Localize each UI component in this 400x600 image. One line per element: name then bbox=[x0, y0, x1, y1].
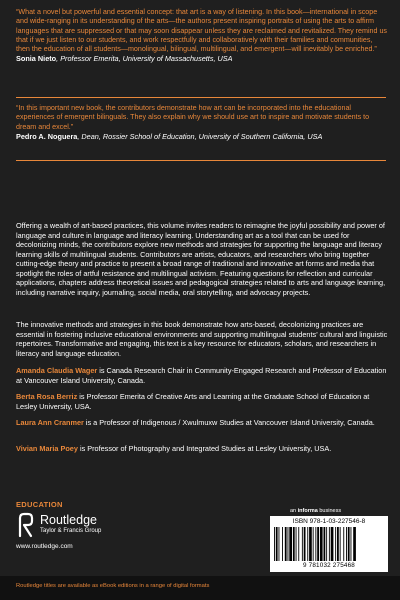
barcode-bars bbox=[274, 527, 384, 561]
editor-bio bbox=[16, 418, 388, 428]
editor-bio-text: is Canada Research Chair in Community-Engaged Research and Professor of Education at Vancouver Island University, Canada. bbox=[16, 366, 387, 385]
quote-text: “What a novel but powerful and essential concept: that art is a way of listening. In this book—international in scope and wide-ranging in its understanding of the arts—the authors present inspiring portraits of using the arts to affirm languages that are suppressed or that may soon disappear unless they are reclaimed and revitalized. They remind us that if we just listen to our students, and work respectfully and collaboratively with their families and communities, then the education of all students—monolingual, bilingual, multilingual, and emergent—will inevitably be enriched.” bbox=[16, 8, 387, 54]
barcode-bar bbox=[324, 527, 326, 561]
subject-category: EDUCATION bbox=[16, 500, 63, 509]
barcode-bar bbox=[340, 527, 341, 561]
barcode-bar bbox=[298, 527, 299, 561]
editor-bio-text: is Professor of Photography and Integrated Studies at Lesley University, USA. bbox=[77, 444, 332, 453]
editor-name: Amanda Claudia Wager bbox=[16, 366, 98, 375]
isbn-label: ISBN 978-1-03-227546-8 bbox=[292, 518, 366, 525]
barcode-bar bbox=[337, 527, 339, 561]
publisher-name: Routledge bbox=[40, 513, 97, 527]
editor-name: Vivian Maria Poey bbox=[16, 444, 78, 453]
barcode-bar bbox=[279, 527, 280, 561]
editor-bio bbox=[16, 392, 388, 411]
endorsement-quote-1 bbox=[16, 8, 388, 65]
barcode-bar bbox=[285, 527, 287, 561]
barcode-number: 9 781032 275468 bbox=[302, 562, 356, 569]
barcode-bar bbox=[351, 527, 352, 561]
barcode-bar bbox=[320, 527, 323, 561]
quote-author: Sonia Nieto bbox=[16, 54, 57, 64]
barcode-bar bbox=[313, 527, 314, 561]
barcode bbox=[270, 516, 388, 572]
footer-note: Routledge titles are available as eBook editions in a range of digital formats bbox=[16, 583, 210, 589]
routledge-logo-icon bbox=[16, 512, 36, 538]
barcode-bar bbox=[329, 527, 330, 561]
description-paragraph-2: The innovative methods and strategies in this book demonstrate how arts-based, decolonizing practices are essential in fostering inclusive educational environments and supporting multilingual students’ cultural and linguistic repertoires. Transformative and engaging, this text is a key resource for educators, scholars, and researchers in literacy and language education. bbox=[16, 320, 388, 358]
barcode-bar bbox=[309, 527, 312, 561]
barcode-bar bbox=[315, 527, 316, 561]
editor-bio bbox=[16, 366, 388, 385]
editor-bio-text: is Professor Emerita of Creative Arts and Learning at the Graduate School of Education at Lesley University, USA. bbox=[16, 392, 370, 411]
barcode-bar bbox=[276, 527, 278, 561]
barcode-bar bbox=[326, 527, 327, 561]
barcode-bar bbox=[331, 527, 334, 561]
editor-name: Berta Rosa Berriz bbox=[16, 392, 78, 401]
endorsement-quote-2 bbox=[16, 104, 388, 142]
publisher-logo bbox=[16, 512, 146, 540]
quote-attribution bbox=[16, 132, 322, 141]
barcode-bar bbox=[307, 527, 308, 561]
barcode-bar bbox=[296, 527, 297, 561]
barcode-bar bbox=[302, 527, 303, 561]
barcode-bar bbox=[317, 527, 319, 561]
divider bbox=[16, 97, 386, 98]
barcode-bar bbox=[348, 527, 350, 561]
barcode-bar bbox=[343, 527, 344, 561]
description-paragraph-1: Offering a wealth of art-based practices, this volume invites readers to reimagine the joyful possibility and power of language and culture in language and literacy learning. Understanding art as a tool that can be used for decolonizing minds, the contributors explore new methods and strategies for supporting the language and literacy learning skills of multilingual students. Contributors are artists, educators, and researchers who bring together cutting-edge theory and practice to present a broad range of traditional and innovative art forms and media that spotlight the roles of artful resistance and multilingual activism. Featuring questions for reflection and curricular applications, chapters address theoretical issues and pedagogical strategies related to arts and language learning, including narrative inquiry, journaling, social media, oral storytelling, and advocacy projects. bbox=[16, 221, 386, 297]
quote-attribution bbox=[16, 54, 233, 63]
barcode-bar bbox=[274, 527, 275, 561]
editor-bio-text: is a Professor of Indigenous / Xwulmuxw Studies at Vancouver Island University, Canada. bbox=[83, 418, 375, 427]
barcode-bar bbox=[293, 527, 295, 561]
divider bbox=[16, 160, 386, 161]
quote-text: “In this important new book, the contributors demonstrate how art can be incorporated into the educational experiences of emergent bilinguals. They also explain why we should use art to inspire and motivate students to dream and excel.” bbox=[16, 104, 370, 131]
barcode-bar bbox=[288, 527, 289, 561]
quote-author: Pedro A. Noguera bbox=[16, 131, 78, 141]
barcode-bar bbox=[353, 527, 356, 561]
barcode-bar bbox=[335, 527, 336, 561]
barcode-bar bbox=[346, 527, 347, 561]
publisher-group: Taylor & Francis Group bbox=[40, 528, 102, 534]
publisher-website: www.routledge.com bbox=[16, 543, 73, 550]
barcode-bar bbox=[304, 527, 306, 561]
editor-bio bbox=[16, 444, 388, 454]
barcode-bar bbox=[282, 527, 283, 561]
quote-affiliation: , Professor Emerita, University of Massachusetts, USA bbox=[56, 54, 233, 64]
informa-tagline: an informa business bbox=[290, 508, 342, 514]
barcode-bar bbox=[289, 527, 292, 561]
editor-name: Laura Ann Cranmer bbox=[16, 418, 84, 427]
quote-affiliation: , Dean, Rossier School of Education, University of Southern California, USA bbox=[77, 131, 323, 141]
